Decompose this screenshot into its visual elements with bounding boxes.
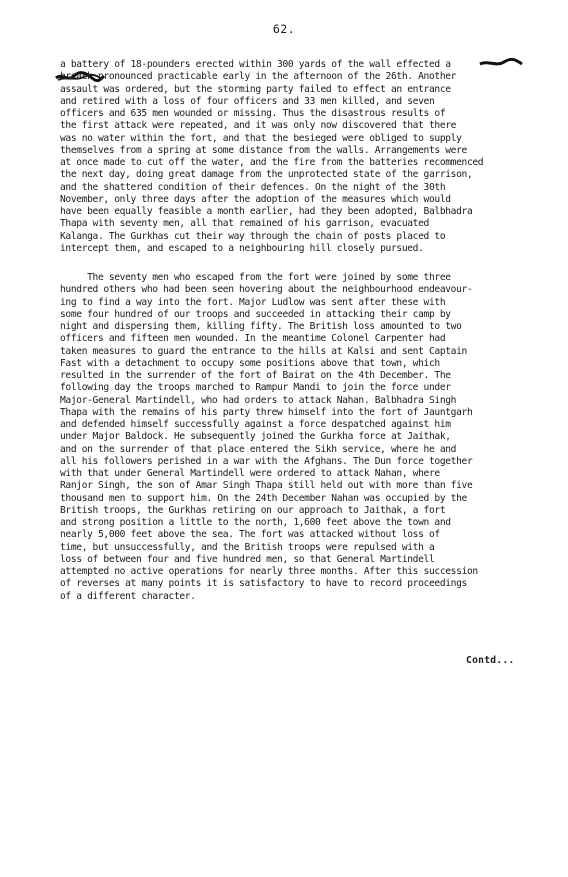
paragraph-2 xyxy=(60,272,546,603)
text-line: a battery of 18-pounders erected within 300 yards of the wall effected a xyxy=(60,59,451,70)
text-line: and on the surrender of that place entered the Sikh service, where he and xyxy=(60,443,457,455)
text-line: ing to find a way into the fort. Major Ludlow was sent after these with xyxy=(60,296,446,308)
text-line: have been equally feasible a month earlier, had they been adopted, Balbhadra xyxy=(60,206,473,217)
text-line: and retired with a loss of four officers and 33 men killed, and seven xyxy=(60,95,435,107)
continuation-note: Contd... xyxy=(466,655,515,666)
text-line: themselves from a spring at some distance from the walls. Arrangements were xyxy=(60,144,467,156)
text-line: under Major Baldock. He subsequently joined the Gurkha force at Jaithak, xyxy=(60,431,451,443)
text-line: night and dispersing them, killing fifty. The British loss amounted to two xyxy=(60,321,462,332)
text-line: intercept them, and escaped to a neighbouring hill closely pursued. xyxy=(60,242,424,254)
text-line: Kalanga. The Gurkhas cut their way through the chain of posts placed to xyxy=(60,230,446,242)
text-line: breach pronounced practicable early in the afternoon of the 26th. Another xyxy=(60,71,457,83)
text-line: of a different character. xyxy=(60,590,196,602)
text-line: some four hundred of our troops and succeeded in attacking their camp by xyxy=(60,308,451,320)
text-line: and strong position a little to the north, 1,600 feet above the town and xyxy=(60,517,451,528)
text-line: at once made to cut off the water, and the fire from the batteries recommenced xyxy=(60,157,484,168)
text-line: Fast with a detachment to occupy some positions above that town, which xyxy=(60,357,440,369)
text-line: Thapa with seventy men, all that remained of his garrison, evacuated xyxy=(60,218,429,230)
text-line: the first attack were repeated, and it was only now discovered that there xyxy=(60,120,457,132)
page-number: 62. xyxy=(272,22,296,36)
text-line: Thapa with the remains of his party threw himself into the fort of Jauntgarh xyxy=(60,406,473,418)
text-line: hundred others who had been seen hovering about the neighbourhood endeavour- xyxy=(60,284,473,296)
text-line: taken measures to guard the entrance to the hills at Kalsi and sent Captain xyxy=(60,345,467,357)
text-line: attempted no active operations for nearly three months. After this succession xyxy=(60,566,478,577)
text-line: The seventy men who escaped from the fort were joined by some three xyxy=(60,272,451,283)
text-line: time, but unsuccessfully, and the British troops were repulsed with a xyxy=(60,541,435,553)
text-line: of reverses at many points it is satisfactory to have to record proceedings xyxy=(60,578,467,590)
text-line: officers and fifteen men wounded. In the meantime Colonel Carpenter had xyxy=(60,333,446,345)
text-line: all his followers perished in a war with the Afghans. The Dun force together xyxy=(60,455,473,467)
text-line: nearly 5,000 feet above the sea. The fort was attacked without loss of xyxy=(60,529,440,541)
text-line: loss of between four and five hundred men, so that General Martindell xyxy=(60,553,435,565)
text-line: officers and 635 men wounded or missing. Thus the disastrous results of xyxy=(60,108,446,119)
text-line: and the shattered condition of their defences. On the night of the 30th xyxy=(60,181,446,193)
text-line: and defended himself successfully against a force despatched against him xyxy=(60,419,451,430)
text-line: resulted in the surrender of the fort of Bairat on the 4th December. The xyxy=(60,370,451,381)
text-line: November, only three days after the adoption of the measures which would xyxy=(60,193,451,205)
text-line: the next day, doing great damage from the unprotected state of the garrison, xyxy=(60,169,473,181)
paragraph-1 xyxy=(60,59,546,255)
text-line: assault was ordered, but the storming party failed to effect an entrance xyxy=(60,83,451,95)
text-line: following day the troops marched to Rampur Mandi to join the force under xyxy=(60,382,451,394)
text-line: Major-General Martindell, who had orders to attack Nahan. Balbhadra Singh xyxy=(60,394,457,406)
text-line: was no water within the fort, and that the besieged were obliged to supply xyxy=(60,132,462,144)
text-line: with that under General Martindell were ordered to attack Nahan, where xyxy=(60,468,440,479)
text-line: Ranjor Singh, the son of Amar Singh Thapa still held out with more than five xyxy=(60,480,473,492)
text-line: thousand men to support him. On the 24th December Nahan was occupied by the xyxy=(60,492,467,504)
text-line: British troops, the Gurkhas retiring on our approach to Jaithak, a fort xyxy=(60,504,446,516)
